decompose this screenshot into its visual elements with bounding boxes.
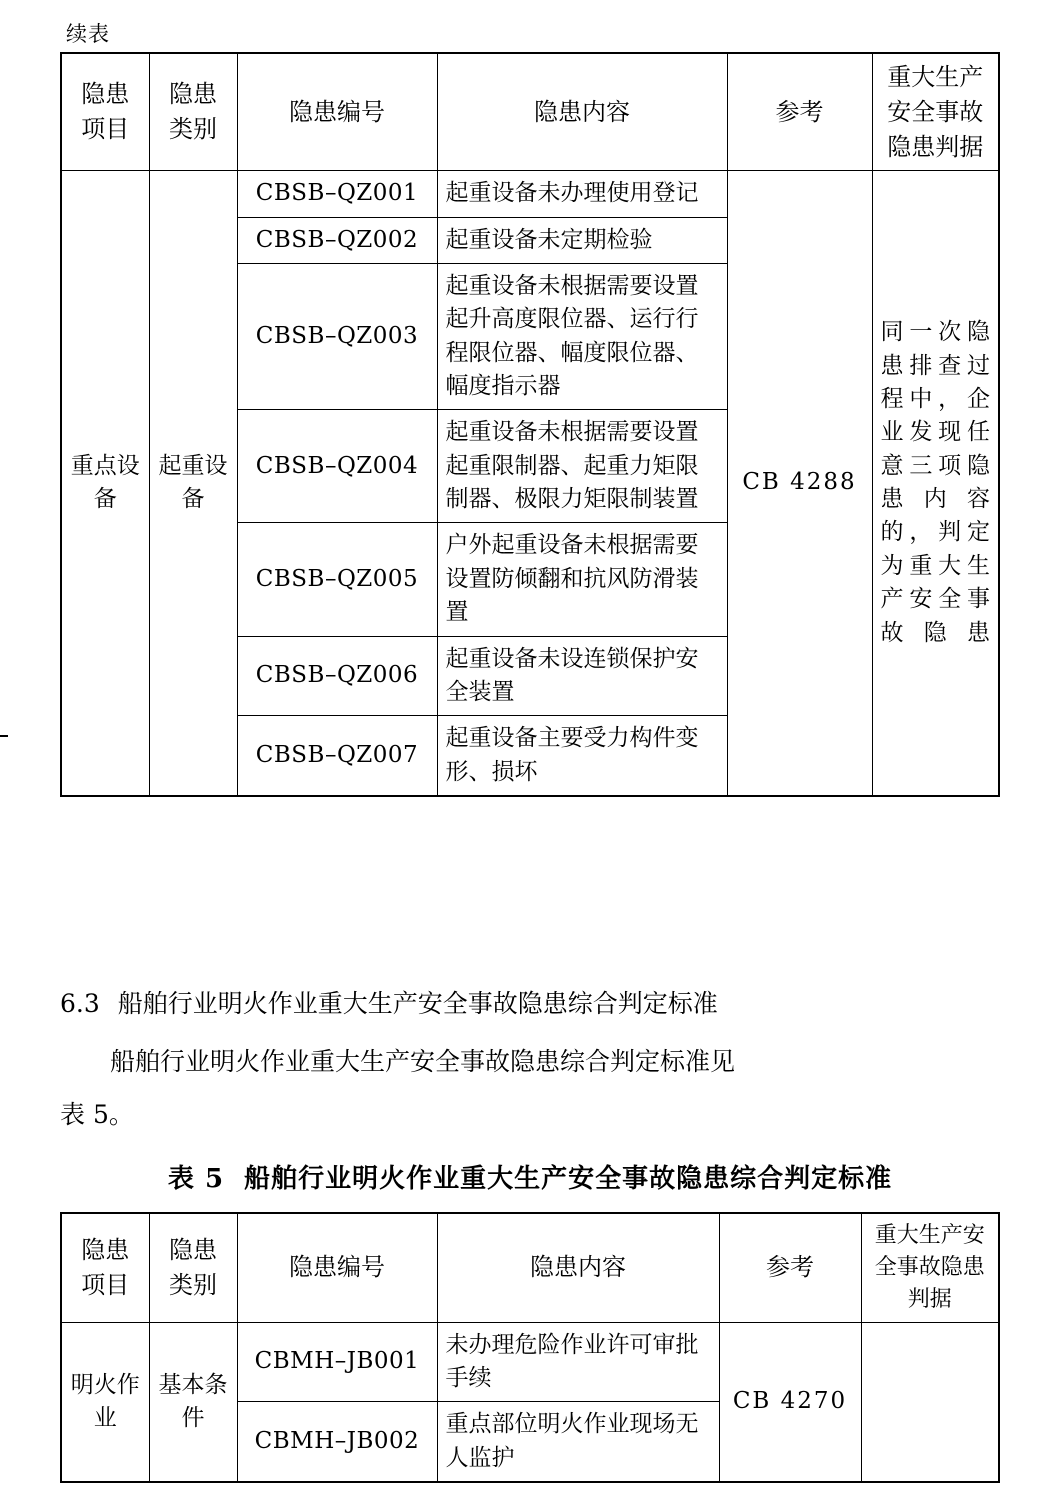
header-criteria-text: 重大生产安全事故隐患判据 [887,63,984,161]
section-title: 船舶行业明火作业重大生产安全事故隐患综合判定标准 [117,989,718,1018]
section-paragraph-line2: 表 5。 [60,1100,134,1129]
section-heading [60,985,1000,1024]
cell-category: 起重设备 [149,171,237,796]
table-row [61,171,999,217]
header-item [61,1213,149,1322]
header-criteria [872,53,999,171]
table-header-row [61,1213,999,1322]
header-category [149,53,237,171]
header-criteria-text: 重大生产安全事故隐患判据 [874,1223,985,1312]
cell-code: CBMH–JB002 [237,1402,437,1482]
cell-content: 未办理危险作业许可审批手续 [437,1322,719,1402]
cell-item: 明火作业 [61,1322,149,1482]
cell-code: CBSB–QZ002 [237,217,437,263]
margin-tick [0,735,8,737]
table-caption-title: 船舶行业明火作业重大生产安全事故隐患综合判定标准 [244,1164,893,1194]
table-caption-number: 表 5 [167,1164,225,1194]
cell-content: 起重设备未根据需要设置起重限制器、起重力矩限制器、极限力矩限制装置 [437,410,727,523]
header-content: 隐患内容 [437,53,727,171]
cell-item: 重点设备 [61,171,149,796]
cell-content: 起重设备未根据需要设置起升高度限位器、运行行程限位器、幅度限位器、幅度指示器 [437,264,727,410]
cell-reference: CB 4270 [719,1322,861,1482]
header-code: 隐患编号 [237,1213,437,1322]
continuation-label: 续表 [66,22,110,46]
header-category-text: 隐患类别 [169,1236,217,1299]
cell-criteria [861,1322,999,1482]
header-criteria [861,1213,999,1322]
cell-reference: CB 4288 [727,171,872,796]
table-header-row [61,53,999,171]
hazard-table-hotwork [60,1212,1000,1483]
table-row [61,1322,999,1402]
cell-content: 重点部位明火作业现场无人监护 [437,1402,719,1482]
header-category [149,1213,237,1322]
header-content: 隐患内容 [437,1213,719,1322]
cell-code: CBSB–QZ001 [237,171,437,217]
cell-content: 起重设备未办理使用登记 [437,171,727,217]
cell-content: 起重设备未定期检验 [437,217,727,263]
header-code: 隐患编号 [237,53,437,171]
cell-category: 基本条件 [149,1322,237,1482]
cell-code: CBMH–JB001 [237,1322,437,1402]
cell-code: CBSB–QZ006 [237,636,437,716]
cell-criteria: 同一次隐患排查过程中，企业发现任意三项隐患内容的，判定为重大生产安全事故隐患 [872,171,999,796]
cell-content: 起重设备未设连锁保护安全装置 [437,636,727,716]
header-category-line1: 隐患类别 [169,80,217,144]
cell-content: 户外起重设备未根据需要设置防倾翻和抗风防滑装置 [437,523,727,636]
hazard-table-cranes [60,52,1000,797]
cell-code: CBSB–QZ004 [237,410,437,523]
table-caption [60,1158,1000,1195]
header-item [61,53,149,171]
header-reference: 参考 [719,1213,861,1322]
section-paragraph-line1: 船舶行业明火作业重大生产安全事故隐患综合判定标准见 [110,1047,736,1076]
cell-code: CBSB–QZ007 [237,716,437,796]
cell-content: 起重设备主要受力构件变形、损坏 [437,716,727,796]
cell-code: CBSB–QZ005 [237,523,437,636]
section-number: 6.3 [60,989,100,1018]
header-reference: 参考 [727,53,872,171]
header-item-line1: 隐患项目 [81,80,130,144]
cell-code: CBSB–QZ003 [237,264,437,410]
header-item-text: 隐患项目 [81,1236,130,1299]
